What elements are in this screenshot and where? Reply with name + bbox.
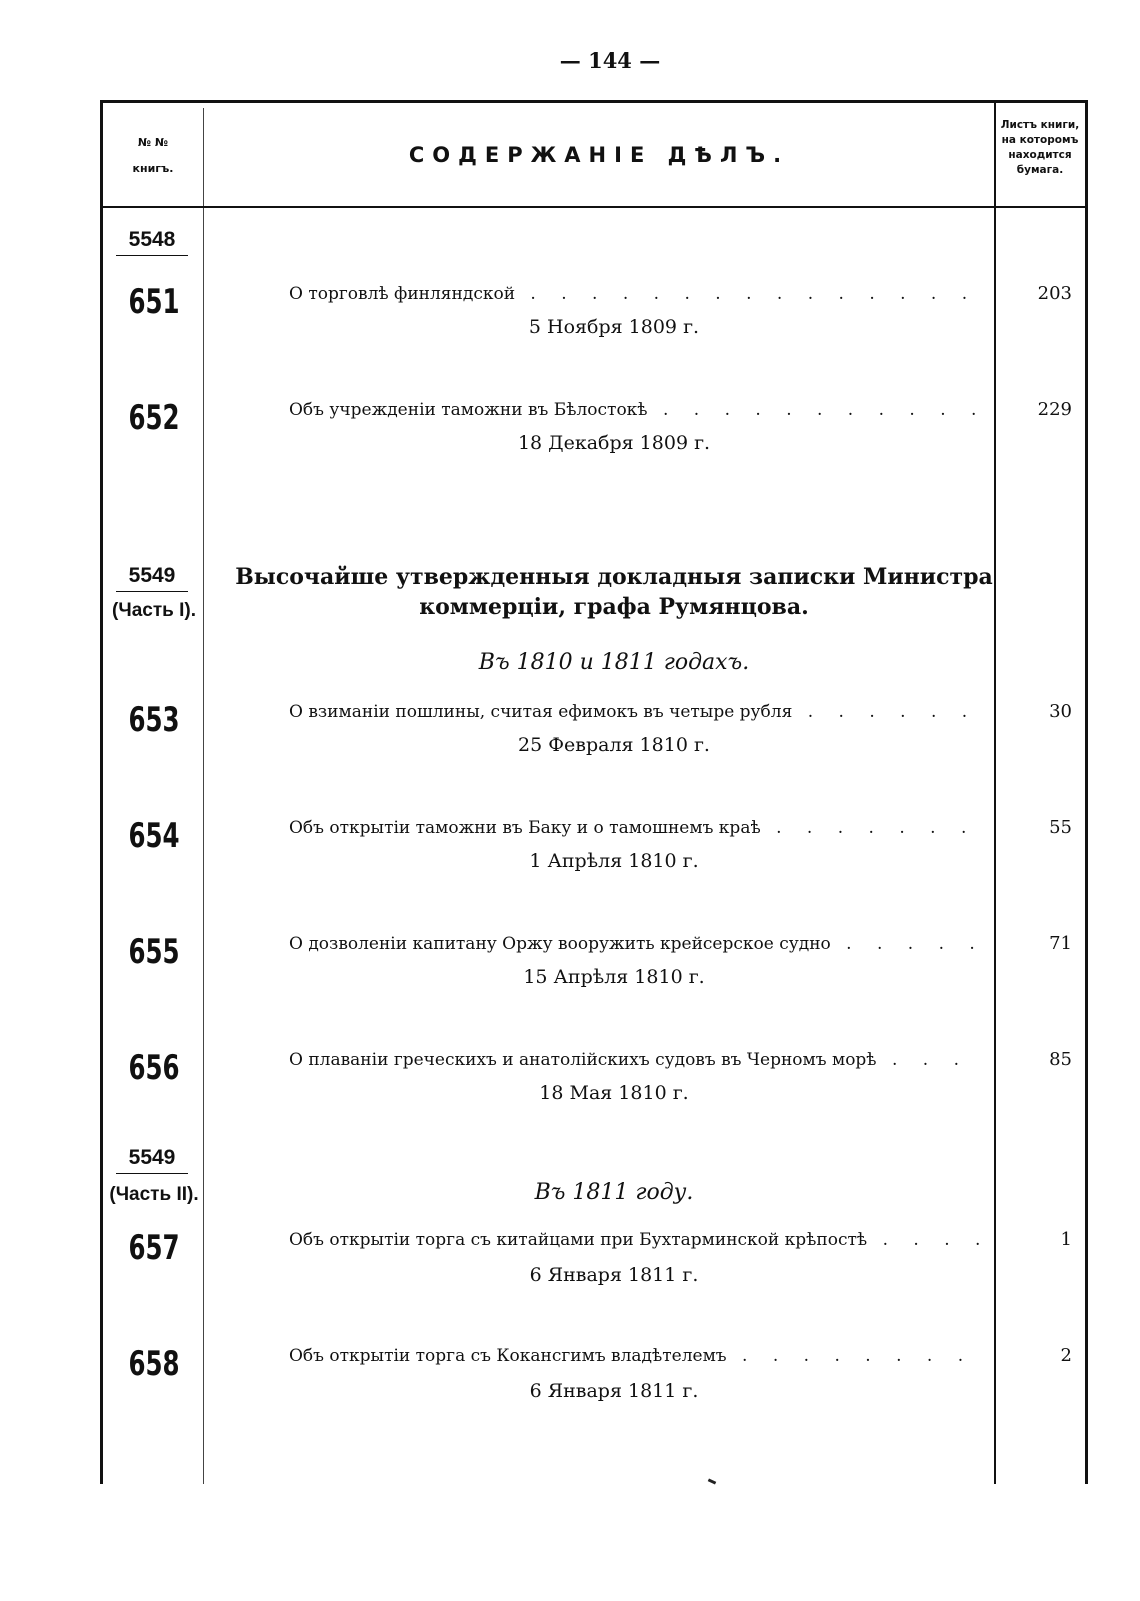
header-sheet-line: бумага. [1016, 164, 1064, 176]
case-number: 654 [128, 816, 180, 856]
page-number: — 144 — [559, 48, 661, 73]
entry-date: 6 Января 1811 г. [529, 1380, 699, 1402]
header-sheet [994, 118, 1086, 178]
ink-mark [708, 1478, 717, 1484]
header-book-number-line: № № [137, 136, 169, 149]
entry-date: 15 Апрѣля 1810 г. [523, 966, 705, 988]
book-number: 5549 [116, 1146, 188, 1174]
table-left-border [100, 100, 103, 1484]
section-subheading: Въ 1810 и 1811 годахъ. [478, 650, 750, 675]
sheet-number: 229 [1037, 399, 1072, 420]
case-number: 653 [128, 700, 180, 740]
header-book-number [103, 130, 203, 182]
sheet-number: 203 [1037, 283, 1072, 304]
header-sheet-line: на которомъ [1001, 134, 1079, 146]
header-book-number-line: книгъ. [132, 162, 174, 175]
book-number: 5548 [116, 228, 188, 256]
entry-title: Объ открытіи торга съ Кокансгимъ владѣтелемъ . . . [289, 1346, 983, 1366]
header-title: СОДЕРЖАНІЕ ДѢЛЪ. [408, 143, 790, 167]
entry-date: 6 Января 1811 г. [529, 1264, 699, 1286]
book-part: (Часть II). [109, 1184, 199, 1205]
sheet-number: 71 [1049, 933, 1072, 954]
sheet-number: 85 [1049, 1049, 1072, 1070]
entry-title: О торговлѣ финляндской . . . [289, 284, 983, 304]
header-sheet-line: находится [1008, 149, 1072, 161]
entry-date: 18 Декабря 1809 г. [517, 432, 711, 454]
entry-date: 18 Мая 1810 г. [539, 1082, 689, 1104]
header-rule [103, 206, 1085, 208]
header-sheet-line: Листъ книги, [1000, 119, 1080, 131]
entry-title: О дозволеніи капитану Оржу вооружить крейсерское судно . . . [289, 934, 983, 954]
entry-title: Объ учрежденіи таможни въ Бѣлостокѣ . . . [289, 400, 983, 420]
case-number: 658 [128, 1344, 180, 1384]
table-top-border [100, 100, 1088, 103]
section-heading: Высочайше утвержденныя докладныя записки Министра коммерціи, графа Румянцова. [235, 564, 993, 620]
book-number: 5549 [116, 564, 188, 592]
sheet-number: 55 [1049, 817, 1072, 838]
entry-title: Объ открытіи торга съ китайцами при Бухтарминской крѣпостѣ . . . [289, 1230, 983, 1250]
book-part: (Часть I). [112, 600, 196, 621]
entry-date: 25 Февраля 1810 г. [518, 734, 710, 756]
case-number: 652 [128, 398, 180, 438]
entry-title: О плаваніи греческихъ и анатолійскихъ судовъ въ Черномъ морѣ . . . [289, 1050, 983, 1070]
sheet-number: 1 [1060, 1229, 1072, 1250]
entry-date: 5 Ноября 1809 г. [528, 316, 700, 338]
entry-title: О взиманіи пошлины, считая ефимокъ въ четыре рубля . . . [289, 702, 983, 722]
section-subheading: Въ 1811 году. [534, 1180, 694, 1205]
case-number: 651 [128, 282, 180, 322]
case-number: 655 [128, 932, 180, 972]
sheet-number: 2 [1060, 1345, 1072, 1366]
entry-date: 1 Апрѣля 1810 г. [529, 850, 699, 872]
case-number: 657 [128, 1228, 180, 1268]
case-number: 656 [128, 1048, 180, 1088]
sheet-number: 30 [1049, 701, 1072, 722]
table-right-border [1085, 100, 1088, 1484]
entry-title: Объ открытіи таможни въ Баку и о тамошнемъ краѣ . . . [289, 818, 983, 838]
